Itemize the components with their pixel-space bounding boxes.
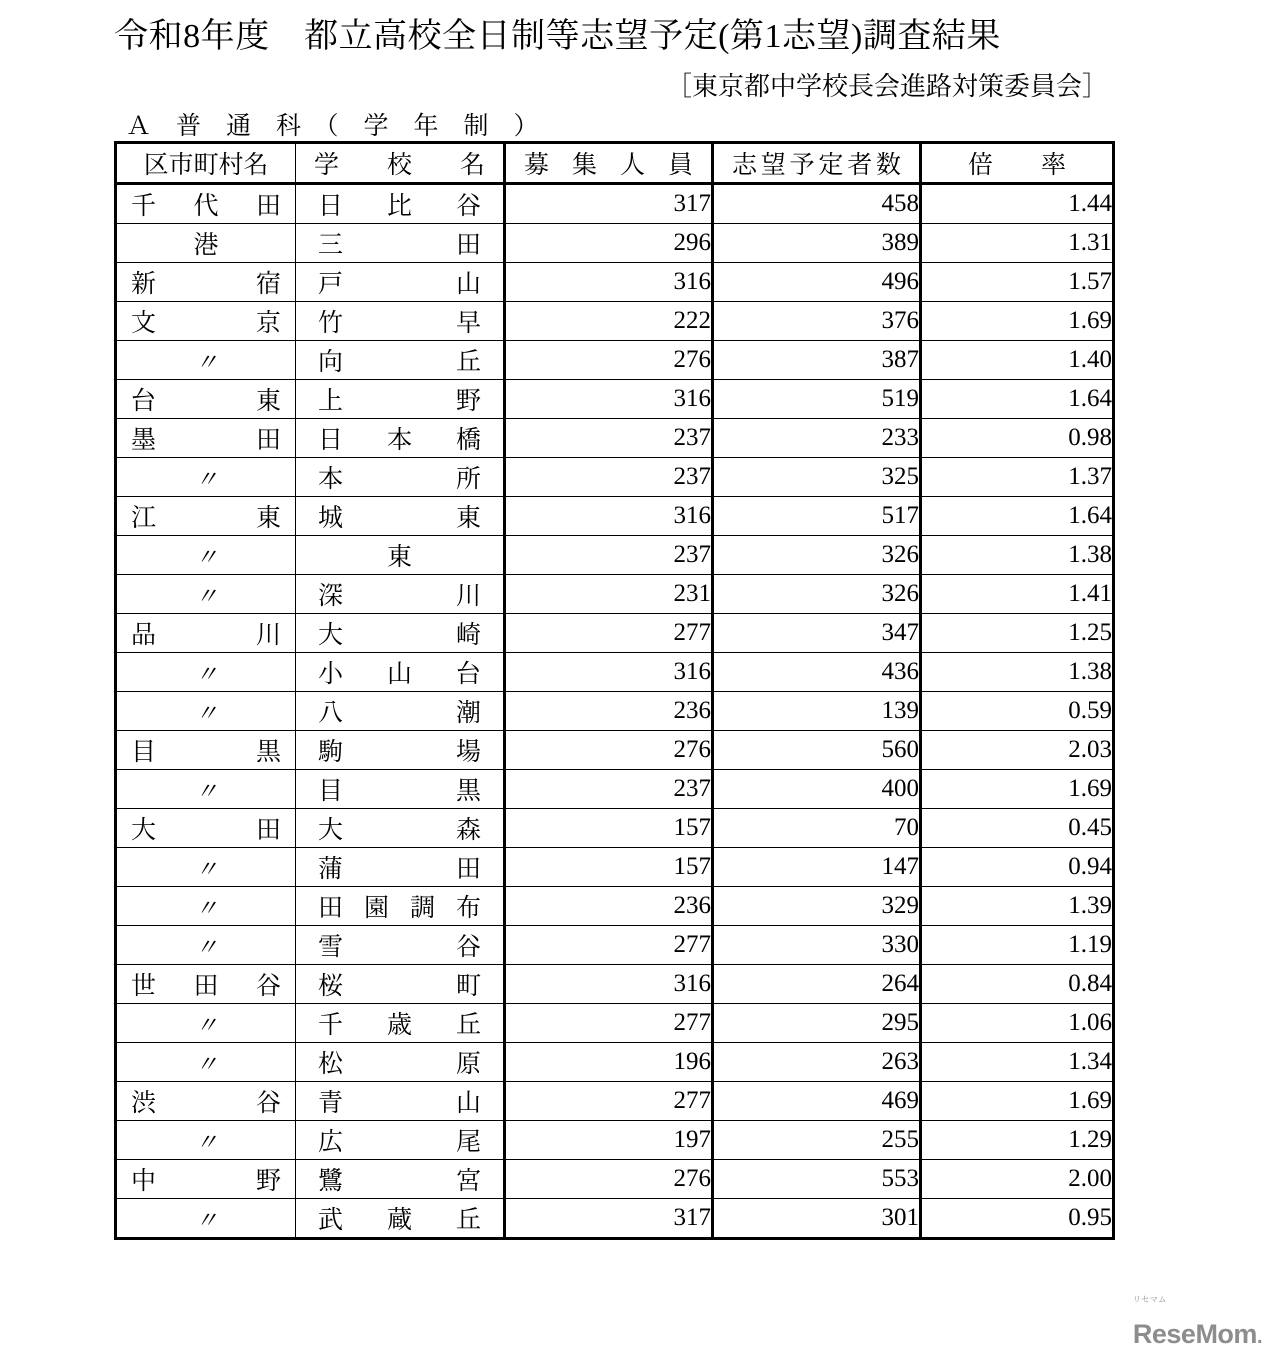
cell-school [296,614,505,653]
committee-block [0,66,1108,103]
results-table [114,141,1115,1240]
cell-quota: 277 [505,1082,713,1121]
table-row [116,380,1114,419]
cell-ratio: 1.37 [921,458,1114,497]
cell-municipality [116,887,296,926]
cell-ratio: 0.84 [921,965,1114,1004]
table-row [116,263,1114,302]
school-name: 城東 [318,505,481,532]
cell-municipality [116,965,296,1004]
cell-applicants: 436 [713,653,921,692]
table-row [116,770,1114,809]
cell-applicants: 400 [713,770,921,809]
cell-applicants: 469 [713,1082,921,1121]
cell-applicants: 330 [713,926,921,965]
cell-applicants: 347 [713,614,921,653]
school-name: 東 [386,544,412,571]
ditto-mark: 〃 [195,1051,217,1077]
school-name: 鷺宮 [318,1168,481,1195]
cell-applicants: 553 [713,1160,921,1199]
cell-school [296,1082,505,1121]
table-row [116,341,1114,380]
table-row [116,419,1114,458]
cell-ratio: 0.94 [921,848,1114,887]
cell-quota: 316 [505,263,713,302]
cell-ratio: 1.38 [921,653,1114,692]
table-row [116,184,1114,224]
cell-quota: 316 [505,497,713,536]
cell-ratio: 1.69 [921,1082,1114,1121]
table-header-row [116,143,1114,184]
cell-school [296,1043,505,1082]
cell-ratio: 1.57 [921,263,1114,302]
title-block [0,18,1115,55]
cell-quota: 276 [505,341,713,380]
section-label: Ａ 普 通 科 （ 学 年 制 ） [126,113,539,140]
table-row [116,1199,1114,1239]
cell-quota: 237 [505,536,713,575]
cell-municipality [116,692,296,731]
school-name: 目黒 [318,778,481,805]
cell-quota: 222 [505,302,713,341]
cell-ratio: 0.45 [921,809,1114,848]
cell-municipality [116,1082,296,1121]
cell-applicants: 517 [713,497,921,536]
cell-quota: 317 [505,1199,713,1239]
cell-school [296,380,505,419]
table-row [116,809,1114,848]
school-name: 広尾 [318,1129,481,1156]
cell-quota: 237 [505,419,713,458]
school-name: 青山 [318,1090,481,1117]
watermark-text: ReseMom [1132,1319,1257,1349]
cell-ratio: 1.38 [921,536,1114,575]
cell-ratio: 1.64 [921,497,1114,536]
table-row [116,1160,1114,1199]
cell-municipality [116,341,296,380]
municipality-name: 港 [193,232,219,259]
cell-municipality [116,1160,296,1199]
table-row [116,1043,1114,1082]
school-name: 小山台 [318,661,481,688]
cell-applicants: 376 [713,302,921,341]
cell-school [296,731,505,770]
municipality-name: 渋谷 [131,1090,281,1117]
school-name: 八潮 [318,700,481,727]
cell-ratio: 1.69 [921,302,1114,341]
cell-ratio: 1.06 [921,1004,1114,1043]
cell-quota: 276 [505,1160,713,1199]
table-row [116,497,1114,536]
school-name: 戸山 [318,271,481,298]
municipality-name: 千代田 [131,193,281,220]
ditto-mark: 〃 [195,661,217,687]
cell-school [296,965,505,1004]
school-name: 大崎 [318,622,481,649]
cell-municipality [116,575,296,614]
cell-quota: 231 [505,575,713,614]
ditto-mark: 〃 [195,1129,217,1155]
results-table-container [114,141,1112,1240]
cell-applicants: 264 [713,965,921,1004]
cell-school [296,575,505,614]
cell-quota: 277 [505,1004,713,1043]
cell-applicants: 263 [713,1043,921,1082]
table-row [116,1004,1114,1043]
school-name: 深川 [318,583,481,610]
cell-ratio: 1.39 [921,887,1114,926]
committee-name: ［東京都中学校長会進路対策委員会］ [665,72,1108,101]
school-name: 千歳丘 [318,1012,481,1039]
cell-school [296,184,505,224]
table-row [116,1121,1114,1160]
cell-applicants: 255 [713,1121,921,1160]
cell-applicants: 147 [713,848,921,887]
cell-municipality [116,653,296,692]
cell-school [296,1121,505,1160]
municipality-name: 品川 [131,622,281,649]
cell-quota: 276 [505,731,713,770]
cell-applicants: 329 [713,887,921,926]
column-header-municipality [116,143,296,184]
column-header-school [296,143,505,184]
table-row [116,224,1114,263]
cell-school [296,809,505,848]
cell-quota: 236 [505,887,713,926]
page-title: 令和8年度 都立高校全日制等志望予定(第1志望)調査結果 [114,18,1001,55]
ditto-mark: 〃 [195,778,217,804]
school-name: 本所 [318,466,481,493]
cell-municipality [116,184,296,224]
cell-applicants: 295 [713,1004,921,1043]
ditto-mark: 〃 [195,544,217,570]
cell-ratio: 1.44 [921,184,1114,224]
school-name: 田園調布 [318,895,481,922]
table-row [116,926,1114,965]
table-row [116,536,1114,575]
table-row [116,575,1114,614]
school-name: 三田 [318,232,481,259]
column-header-quota [505,143,713,184]
cell-ratio: 1.64 [921,380,1114,419]
cell-ratio: 0.95 [921,1199,1114,1239]
cell-school [296,653,505,692]
column-header-applicants-label: 志望予定者数 [732,152,901,179]
cell-municipality [116,770,296,809]
cell-ratio: 1.40 [921,341,1114,380]
ditto-mark: 〃 [195,895,217,921]
municipality-name: 台東 [131,388,281,415]
cell-quota: 197 [505,1121,713,1160]
cell-ratio: 1.29 [921,1121,1114,1160]
table-row [116,848,1114,887]
cell-ratio: 1.41 [921,575,1114,614]
school-name: 日比谷 [318,193,481,220]
school-name: 竹早 [318,310,481,337]
school-name: 桜町 [318,973,481,1000]
cell-quota: 277 [505,614,713,653]
table-row [116,731,1114,770]
cell-applicants: 387 [713,341,921,380]
cell-ratio: 2.00 [921,1160,1114,1199]
municipality-name: 世田谷 [131,973,281,1000]
school-name: 雪谷 [318,934,481,961]
cell-municipality [116,926,296,965]
cell-ratio: 1.69 [921,770,1114,809]
school-name: 駒場 [318,739,481,766]
table-row [116,1082,1114,1121]
cell-municipality [116,809,296,848]
cell-applicants: 519 [713,380,921,419]
cell-quota: 237 [505,770,713,809]
cell-school [296,1199,505,1239]
school-name: 武蔵丘 [318,1207,481,1234]
ditto-mark: 〃 [195,856,217,882]
cell-municipality [116,497,296,536]
cell-ratio: 0.59 [921,692,1114,731]
table-row [116,458,1114,497]
cell-school [296,224,505,263]
table-body [116,184,1114,1239]
cell-school [296,497,505,536]
cell-school [296,536,505,575]
cell-school [296,341,505,380]
school-name: 上野 [318,388,481,415]
cell-municipality [116,419,296,458]
ditto-mark: 〃 [195,349,217,375]
column-header-ratio-label: 倍 率 [968,152,1066,179]
cell-quota: 316 [505,965,713,1004]
table-row [116,887,1114,926]
column-header-ratio [921,143,1114,184]
cell-quota: 316 [505,653,713,692]
cell-municipality [116,263,296,302]
municipality-name: 文京 [131,310,281,337]
cell-applicants: 139 [713,692,921,731]
cell-school [296,1160,505,1199]
ditto-mark: 〃 [195,583,217,609]
cell-applicants: 70 [713,809,921,848]
cell-municipality [116,848,296,887]
cell-applicants: 560 [713,731,921,770]
column-header-applicants [713,143,921,184]
cell-applicants: 233 [713,419,921,458]
municipality-name: 目黒 [131,739,281,766]
municipality-name: 中野 [131,1168,281,1195]
resemom-watermark: $^{リセマム}$ ReseMom. [1132,1295,1262,1349]
cell-quota: 236 [505,692,713,731]
cell-ratio: 1.31 [921,224,1114,263]
cell-municipality [116,1004,296,1043]
cell-quota: 157 [505,848,713,887]
ditto-mark: 〃 [195,934,217,960]
cell-applicants: 325 [713,458,921,497]
ditto-mark: 〃 [195,1207,217,1233]
table-row [116,614,1114,653]
cell-applicants: 389 [713,224,921,263]
cell-school [296,263,505,302]
cell-ratio: 2.03 [921,731,1114,770]
cell-applicants: 496 [713,263,921,302]
cell-municipality [116,224,296,263]
table-row [116,965,1114,1004]
cell-quota: 237 [505,458,713,497]
ditto-mark: 〃 [195,1012,217,1038]
municipality-name: 江東 [131,505,281,532]
municipality-name: 新宿 [131,271,281,298]
cell-municipality [116,380,296,419]
cell-applicants: 326 [713,536,921,575]
column-header-quota-label: 募集人員 [524,152,693,179]
cell-municipality [116,536,296,575]
ditto-mark: 〃 [195,466,217,492]
table-row [116,302,1114,341]
municipality-name: 大田 [131,817,281,844]
cell-municipality [116,1199,296,1239]
cell-quota: 296 [505,224,713,263]
column-header-municipality-label: 区市町村名 [143,152,269,179]
cell-municipality [116,458,296,497]
ditto-mark: 〃 [195,700,217,726]
table-row [116,692,1114,731]
cell-school [296,848,505,887]
cell-ratio: 1.25 [921,614,1114,653]
cell-ratio: 1.19 [921,926,1114,965]
cell-municipality [116,1121,296,1160]
cell-school [296,887,505,926]
cell-school [296,419,505,458]
municipality-name: 墨田 [131,427,281,454]
cell-quota: 157 [505,809,713,848]
cell-school [296,302,505,341]
column-header-school-label: 学 校 名 [314,152,485,179]
cell-school [296,692,505,731]
cell-applicants: 458 [713,184,921,224]
cell-municipality [116,302,296,341]
cell-ratio: 1.34 [921,1043,1114,1082]
cell-municipality [116,731,296,770]
cell-applicants: 301 [713,1199,921,1239]
school-name: 向丘 [318,349,481,376]
cell-quota: 196 [505,1043,713,1082]
cell-quota: 277 [505,926,713,965]
cell-quota: 316 [505,380,713,419]
cell-municipality [116,1043,296,1082]
table-row [116,653,1114,692]
school-name: 松原 [318,1051,481,1078]
cell-school [296,458,505,497]
cell-school [296,1004,505,1043]
cell-applicants: 326 [713,575,921,614]
cell-school [296,926,505,965]
cell-quota: 317 [505,184,713,224]
school-name: 大森 [318,817,481,844]
school-name: 蒲田 [318,856,481,883]
school-name: 日本橋 [318,427,481,454]
cell-ratio: 0.98 [921,419,1114,458]
cell-municipality [116,614,296,653]
cell-school [296,770,505,809]
